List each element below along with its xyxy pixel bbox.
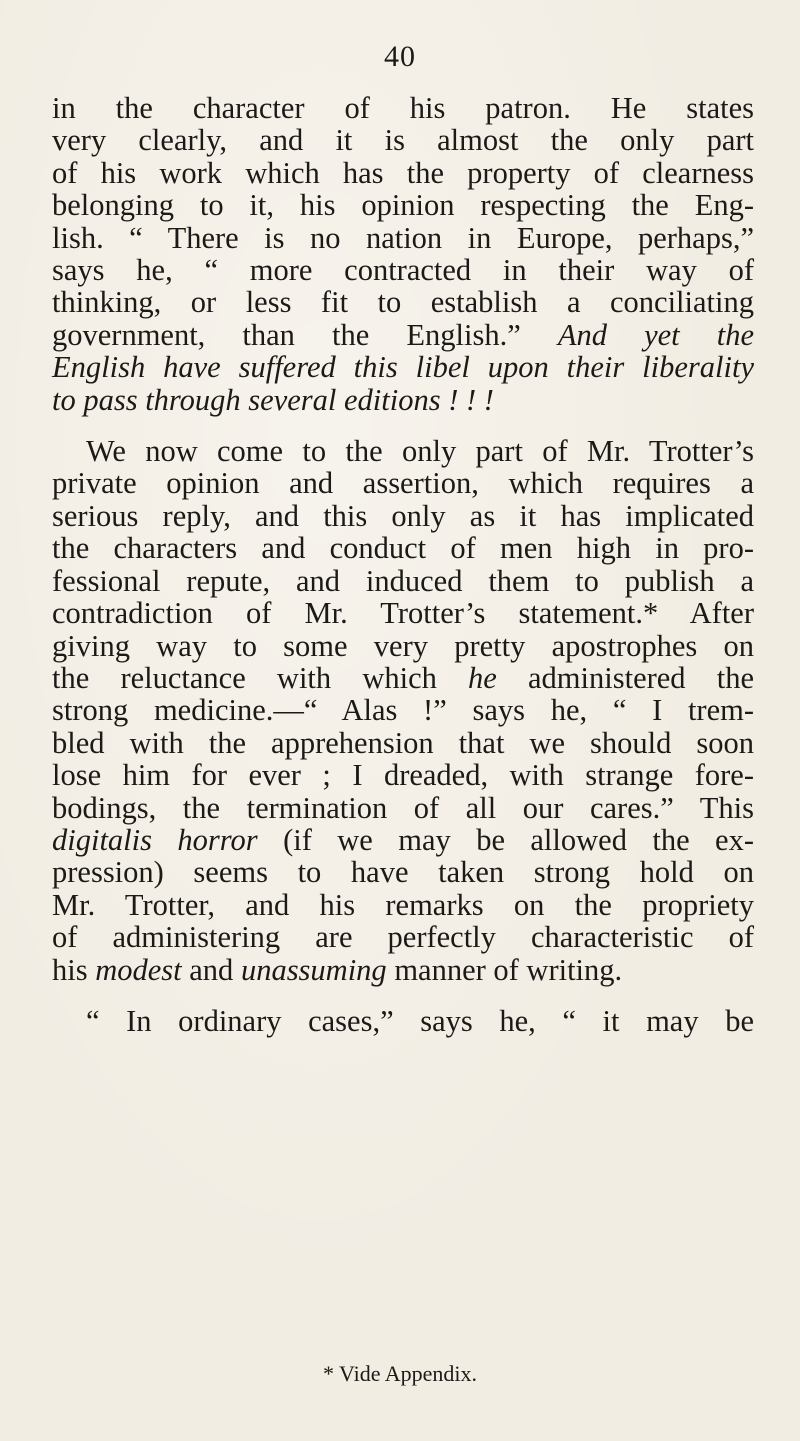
text-run: says he, “ more contracted in their way of [52,253,754,288]
paragraph-gap [52,416,754,435]
text-line [52,286,754,318]
text-line [52,856,754,888]
text-line [52,662,754,694]
text-line [52,467,754,499]
italic-run: modest [95,952,182,987]
text-line [52,500,754,532]
text-line [52,351,754,383]
text-line [52,824,754,856]
paragraph-1 [52,92,754,416]
text-line [52,954,754,986]
page-number: 40 [384,40,416,73]
text-line [52,157,754,189]
text-run: private opinion and assertion, which requires a [52,466,754,501]
text-run: government, than the English.” [52,317,558,352]
text-run: in the character of his patron. He states [52,91,754,125]
text-run: “ In ordinary cases,” says he, “ it may be [86,1003,754,1038]
text-line [52,254,754,286]
paragraph-3 [52,1005,754,1037]
text-run: fessional repute, and induced them to publish a [52,563,754,598]
text-run: administered the [496,660,754,695]
text-line [52,630,754,662]
text-run: strong medicine.—“ Alas !” says he, “ I trem- [52,693,754,728]
text-run: very clearly, and it is almost the only part [52,123,754,158]
text-run: serious reply, and this only as it has implicated [52,498,754,533]
footnote: * Vide Appendix. [322,1361,478,1386]
text-run: of administering are perfectly characteristic of [52,920,754,955]
italic-run: unassuming [240,952,387,987]
italic-run: English have suffered this libel upon their liberality [52,350,754,385]
text-line [52,189,754,221]
text-run: (if we may be allowed the ex- [257,822,754,857]
text-line [52,92,754,124]
text-run: bodings, the termination of all our cares.” This [52,790,754,825]
text-line [52,384,754,416]
body-text [52,92,754,1037]
text-run: the reluctance with which [52,660,469,695]
paragraph-2 [52,435,754,986]
text-run: thinking, or less fit to establish a conciliating [52,285,754,320]
text-line [52,597,754,629]
text-line [52,319,754,351]
text-line [52,1005,754,1037]
text-run: of his work which has the property of clearness [52,155,754,190]
text-run: his [52,952,96,987]
text-line [52,727,754,759]
text-run: and [181,952,241,987]
text-run: the characters and conduct of men high in pro- [52,531,754,566]
text-line [52,792,754,824]
text-run: belonging to it, his opinion respecting the Eng- [52,188,754,223]
italic-run: he [468,660,497,695]
text-line [52,222,754,254]
text-run: Mr. Trotter, and his remarks on the propriety [52,887,754,922]
text-run: pression) seems to have taken strong hold on [52,855,754,890]
text-line [52,532,754,564]
text-run: lish. “ There is no nation in Europe, perhaps,” [52,220,754,255]
italic-run: to pass through several editions ! ! ! [52,382,494,417]
text-line [52,759,754,791]
paragraph-gap [52,986,754,1005]
text-line [52,435,754,467]
text-line [52,921,754,953]
text-run: giving way to some very pretty apostrophes on [52,628,754,663]
text-line [52,565,754,597]
text-run: bled with the apprehension that we should soon [52,725,754,760]
text-run: lose him for ever ; I dreaded, with strange fore- [52,758,754,793]
italic-run: digitalis horror [52,822,258,857]
text-run: We now come to the only part of Mr. Trotter’s [86,434,754,469]
text-line [52,694,754,726]
text-run: contradiction of Mr. Trotter’s statement.* After [52,596,754,631]
text-run: manner of writing. [386,952,623,987]
italic-run: And yet the [557,317,754,352]
text-line [52,124,754,156]
text-line [52,889,754,921]
